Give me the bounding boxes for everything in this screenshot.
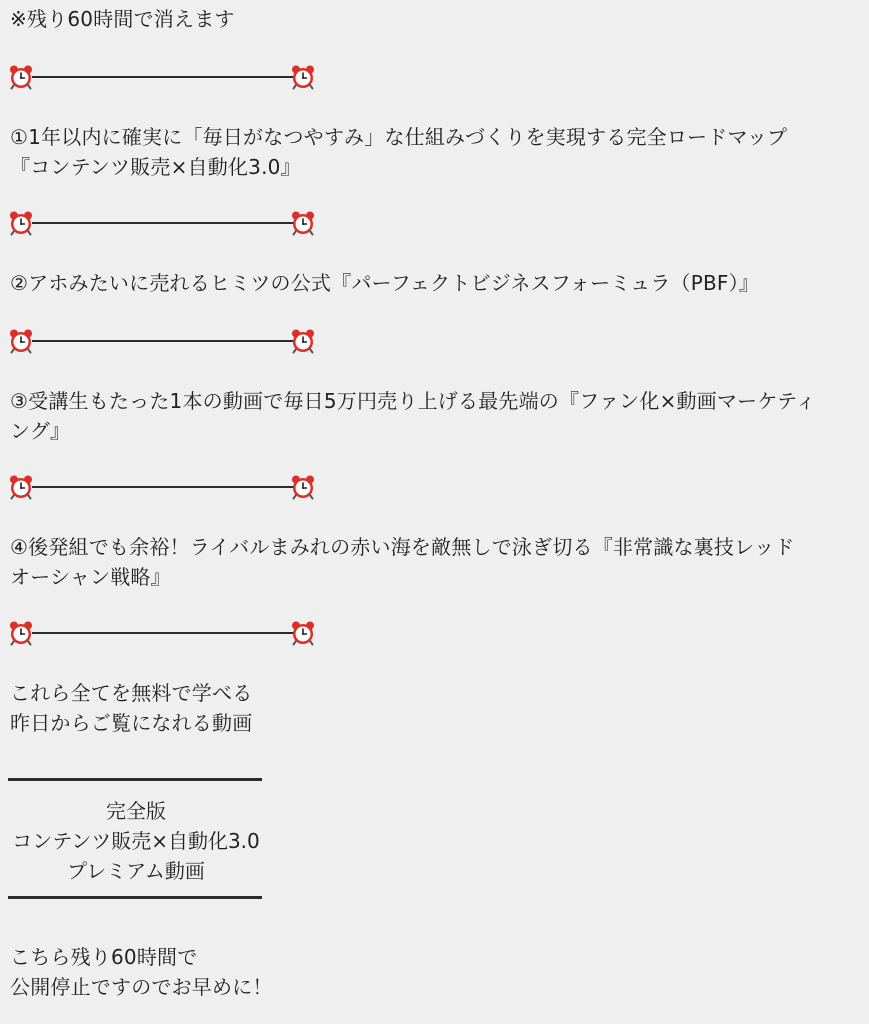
divider-line [32,76,294,78]
item-2-line-1: ②アホみたいに売れるヒミツの公式『パーフェクトビジネスフォーミュラ（PBF）』 [10,271,760,295]
alarm-clock-icon [8,210,34,236]
item-3-line-1: ③受講生もたった1本の動画で毎日5万円売り上げる最先端の『ファン化×動画マーケティ [10,389,816,413]
alarm-clock-icon [290,328,316,354]
summary-line-2: 昨日からご覧になれる動画 [10,711,253,735]
item-3-line-2: ング』 [10,419,71,443]
clock-divider [8,474,320,500]
footer-line-1: こちら残り60時間で [10,945,198,969]
title-block-line-1: 完全版 [106,799,166,823]
alarm-clock-icon [290,620,316,646]
item-1-line-2: 『コンテンツ販売×自動化3.0』 [10,155,301,179]
clock-divider [8,210,320,236]
item-4-line-2: オーシャン戦略』 [10,565,171,589]
alarm-clock-icon [290,474,316,500]
title-block-line-3: プレミアム動画 [67,859,205,883]
title-block-line-2: コンテンツ販売×自動化3.0 [12,829,260,853]
alarm-clock-icon [8,64,34,90]
divider-line [32,222,294,224]
title-top-rule [8,778,262,781]
alarm-clock-icon [8,328,34,354]
clock-divider [8,64,320,90]
alarm-clock-icon [8,620,34,646]
item-1-line-1: ①1年以内に確実に「毎日がなつやすみ」な仕組みづくりを実現する完全ロードマップ [10,125,788,149]
alarm-clock-icon [290,64,316,90]
footer-line-2: 公開停止ですのでお早めに！ [10,975,273,999]
summary-line-1: これら全てを無料で学べる [10,681,253,705]
divider-line [32,340,294,342]
clock-divider [8,328,320,354]
item-4-line-1: ④後発組でも余裕！ライバルまみれの赤い海を敵無しで泳ぎ切る『非常識な裏技レッド [10,535,795,559]
divider-line [32,632,294,634]
clock-divider [8,620,320,646]
title-bottom-rule [8,896,262,899]
alarm-clock-icon [290,210,316,236]
alarm-clock-icon [8,474,34,500]
notice-text: ※残り60時間で消えます [10,7,235,31]
divider-line [32,486,294,488]
